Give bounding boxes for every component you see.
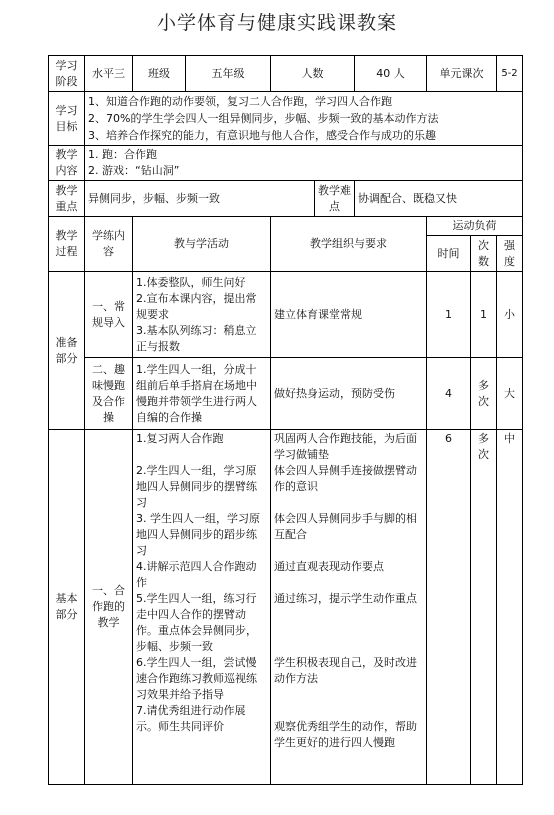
- content-label: 教学内容: [49, 146, 85, 181]
- org-cell: 巩固两人合作跑技能，为后面学习做铺垫 体会四人异侧手连接做摆臂动作的意识 体会四人异侧同步手与脚的相互配合 通过直观表现动作要点 通过练习，提示学生动作重点 学生积极表现自己，及时改进动作方法 观察优秀组学生的动作，帮助学生更好的进行四人慢跑: [271, 430, 427, 785]
- content-row: [49, 146, 523, 181]
- key-point-label: 教学重点: [49, 181, 85, 217]
- stage-value: 水平三: [85, 56, 133, 92]
- header-activity: 教与学活动: [133, 217, 271, 272]
- content-item: 2. 游戏：“钻山洞”: [88, 164, 180, 177]
- lesson-plan-table: [48, 55, 523, 785]
- goal-item: 2、70%的学生学会四人一组异侧同步，步幅、步频一致的基本动作方法: [88, 112, 439, 125]
- info-row: [49, 56, 523, 92]
- count-value: 40 人: [355, 56, 427, 92]
- goal-item: 1、知道合作跑的动作要领，复习二人合作跑，学习四人合作跑: [88, 95, 392, 108]
- class-label: 班级: [133, 56, 186, 92]
- page-title: 小学体育与健康实践课教案: [156, 12, 397, 34]
- header-load: 运动负荷: [427, 217, 523, 236]
- times-cell: 多次: [471, 358, 497, 430]
- times-cell: 多次: [471, 430, 497, 785]
- time-cell: 6: [427, 430, 471, 785]
- practice-cell: 一、常规导入: [85, 272, 133, 358]
- org-cell: 做好热身运动，预防受伤: [271, 358, 427, 430]
- org-cell: 建立体育课堂常规: [271, 272, 427, 358]
- unit-label: 单元课次: [427, 56, 497, 92]
- table-row: [49, 430, 523, 785]
- goals-list: [85, 92, 523, 146]
- header-times: 次数: [471, 236, 497, 272]
- table-row: [49, 358, 523, 430]
- difficulty-label: 教学难点: [315, 181, 355, 217]
- column-header-row: [49, 217, 523, 236]
- practice-cell: 二、趣味慢跑及合作操: [85, 358, 133, 430]
- unit-value: 5-2: [497, 56, 523, 92]
- content-list: [85, 146, 523, 181]
- activity-cell: 1.体委整队，师生问好 2.宣布本课内容，提出常规要求 3.基本队列练习：稍息立正与报数: [133, 272, 271, 358]
- table-row: [49, 272, 523, 358]
- practice-cell: 一、合作跑的教学: [85, 430, 133, 785]
- intensity-cell: 小: [497, 272, 523, 358]
- goals-label: 学习目标: [49, 92, 85, 146]
- header-intensity: 强度: [497, 236, 523, 272]
- section-process: 基本部分: [49, 430, 85, 785]
- class-value: 五年级: [186, 56, 271, 92]
- intensity-cell: 中: [497, 430, 523, 785]
- goal-item: 3、培养合作探究的能力，有意识地与他人合作，感受合作与成功的乐趣: [88, 129, 436, 142]
- time-cell: 4: [427, 358, 471, 430]
- activity-cell: 1.学生四人一组，分成十组前后单手搭肩在场地中慢跑并带领学生进行两人自编的合作操: [133, 358, 271, 430]
- focus-row: [49, 181, 523, 217]
- section-process: 准备部分: [49, 272, 85, 430]
- count-label: 人数: [271, 56, 355, 92]
- header-process: 教学过程: [49, 217, 85, 272]
- header-time: 时间: [427, 236, 471, 272]
- intensity-cell: 大: [497, 358, 523, 430]
- header-org: 教学组织与要求: [271, 217, 427, 272]
- time-cell: 1: [427, 272, 471, 358]
- content-item: 1. 跑：合作跑: [88, 148, 157, 161]
- stage-label: 学习阶段: [49, 56, 85, 92]
- header-practice: 学练内容: [85, 217, 133, 272]
- goals-row: [49, 92, 523, 146]
- times-cell: 1: [471, 272, 497, 358]
- key-point-value: 异侧同步，步幅、步频一致: [85, 181, 315, 217]
- activity-cell: 1.复习两人合作跑 2.学生四人一组，学习原地四人异侧同步的摆臂练习 3. 学生四人一组，学习原地四人异侧同步的蹈步练习 4.讲解示范四人合作跑动作 5.学生四人一组，练习行走中四人合作的摆臂动作。重点体会异侧同步，步幅、步频一致 6.学生四人一组，尝试慢速合作跑练习教师巡视练习效果并给予指导 7.请优秀组进行动作展示。师生共同评价: [133, 430, 271, 785]
- difficulty-value: 协调配合、既稳又快: [355, 181, 523, 217]
